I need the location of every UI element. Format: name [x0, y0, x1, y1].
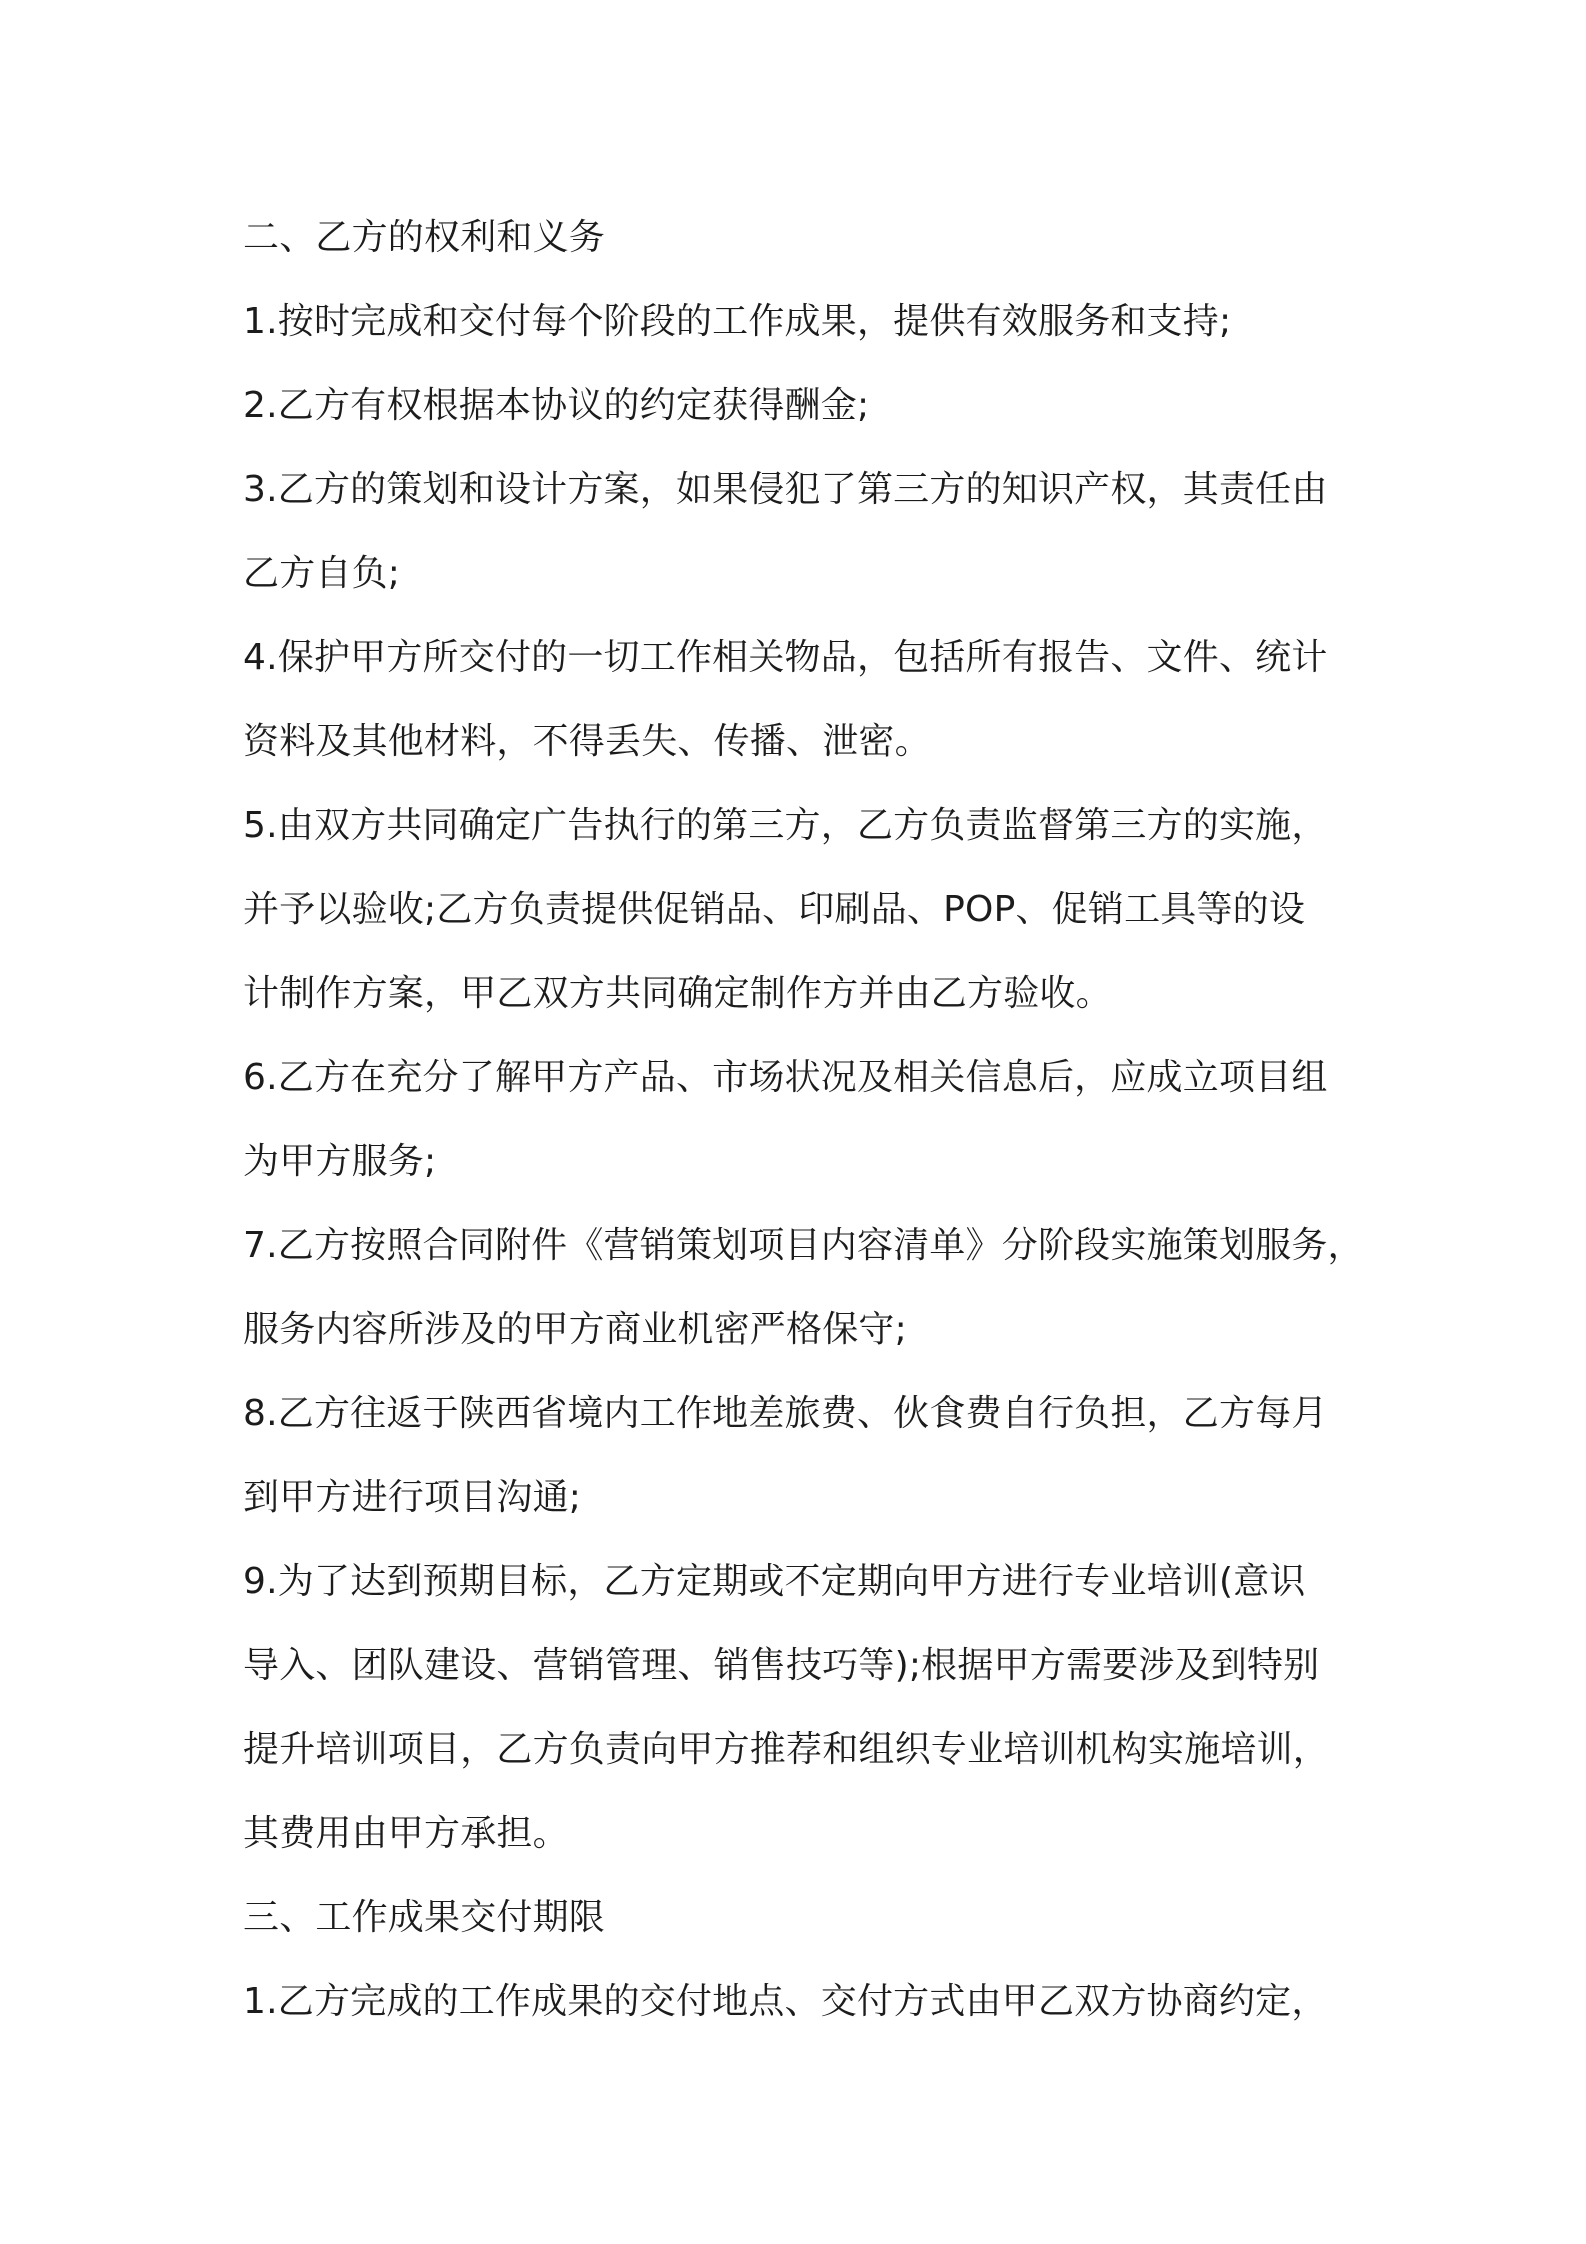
clause-line: 5.由双方共同确定广告执行的第三方，乙方负责监督第三方的实施， — [243, 805, 1328, 846]
clause-line: 导入、团队建设、营销管理、销售技巧等);根据甲方需要涉及到特别 — [243, 1645, 1320, 1686]
clause-line: 4.保护甲方所交付的一切工作相关物品，包括所有报告、文件、统计 — [243, 637, 1328, 678]
clause-line: 乙方自负; — [243, 553, 401, 594]
clause-line: 计制作方案，甲乙双方共同确定制作方并由乙方验收。 — [243, 973, 1112, 1014]
clause-line: 其费用由甲方承担。 — [243, 1813, 569, 1854]
clause-line: 服务内容所涉及的甲方商业机密严格保守; — [243, 1309, 907, 1350]
clause-line: 1.按时完成和交付每个阶段的工作成果，提供有效服务和支持; — [243, 301, 1232, 342]
clause-line: 9.为了达到预期目标，乙方定期或不定期向甲方进行专业培训(意识 — [243, 1561, 1306, 1602]
clause-line: 8.乙方往返于陕西省境内工作地差旅费、伙食费自行负担，乙方每月 — [243, 1393, 1328, 1434]
section-heading-delivery-deadline: 三、工作成果交付期限 — [243, 1897, 606, 1938]
clause-line: 7.乙方按照合同附件《营销策划项目内容清单》分阶段实施策划服务， — [243, 1225, 1364, 1266]
clause-line: 提升培训项目，乙方负责向甲方推荐和组织专业培训机构实施培训， — [243, 1729, 1330, 1770]
clause-line: 为甲方服务; — [243, 1141, 437, 1182]
clause-line: 并予以验收;乙方负责提供促销品、印刷品、POP、促销工具等的设 — [243, 889, 1306, 930]
clause-line: 3.乙方的策划和设计方案，如果侵犯了第三方的知识产权，其责任由 — [243, 469, 1328, 510]
clause-line: 6.乙方在充分了解甲方产品、市场状况及相关信息后，应成立项目组 — [243, 1057, 1328, 1098]
document-body — [243, 196, 1363, 2044]
clause-line: 1.乙方完成的工作成果的交付地点、交付方式由甲乙双方协商约定， — [243, 1981, 1328, 2022]
clause-line: 到甲方进行项目沟通; — [243, 1477, 582, 1518]
section-heading-party-b-rights: 二、乙方的权利和义务 — [243, 217, 606, 258]
clause-line: 2.乙方有权根据本协议的约定获得酬金; — [243, 385, 870, 426]
clause-line: 资料及其他材料，不得丢失、传播、泄密。 — [243, 721, 931, 762]
